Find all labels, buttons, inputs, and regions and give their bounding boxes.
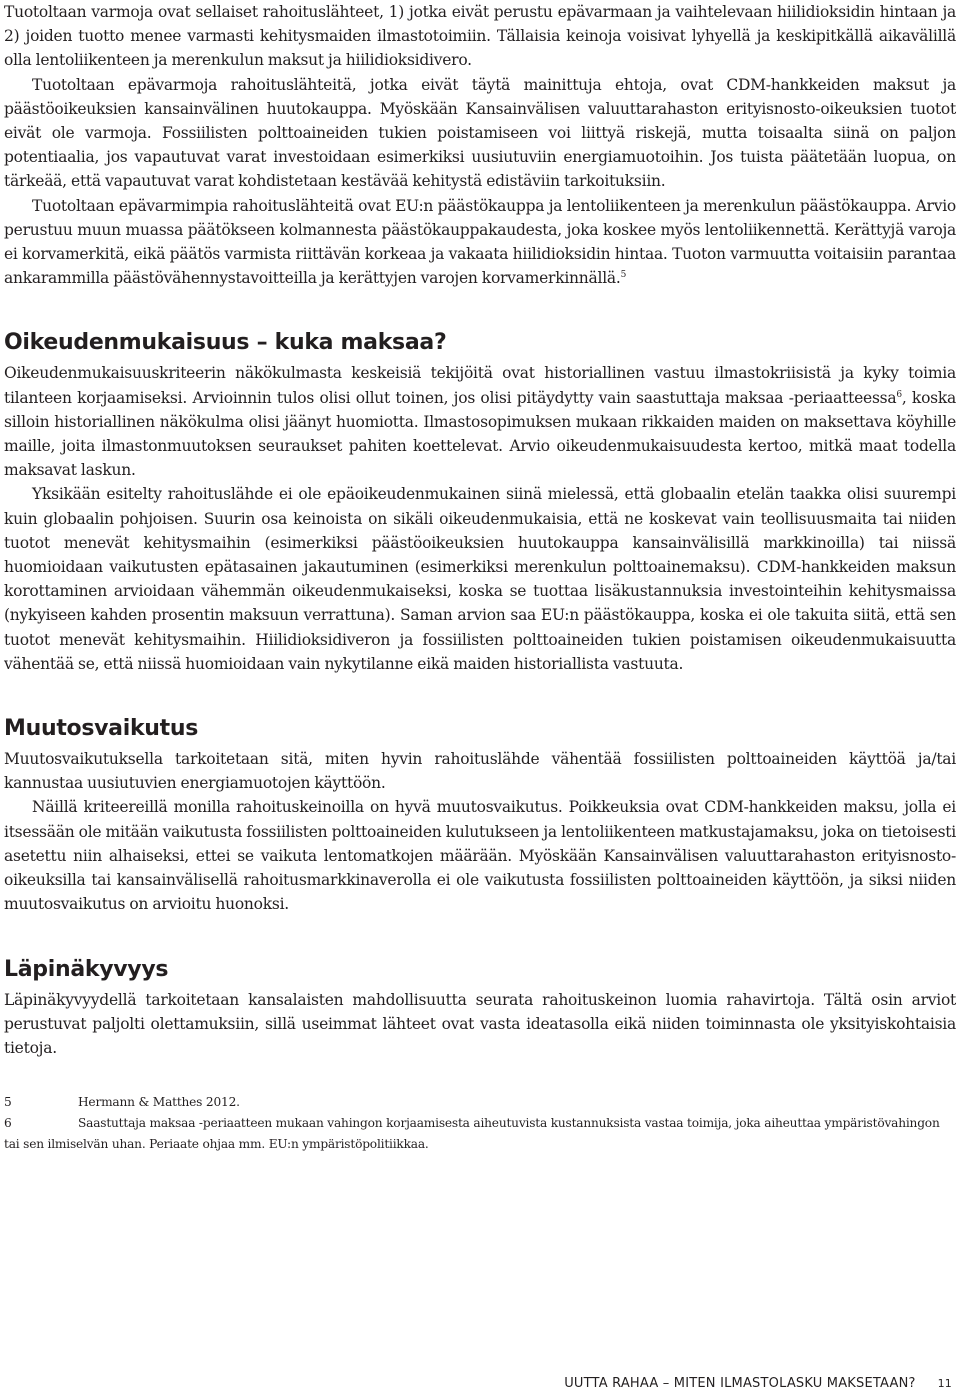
paragraph-most-uncertain-sources	[4, 194, 956, 291]
paragraph-impact-2: Näillä kriteereillä monilla rahoituskeinoilla on hyvä muutosvaikutus. Poikkeuksia ovat CDM-hankkeiden maksu, jolla ei itsessään ole mitään vaikutusta fossiilisten polttoaineiden kulutukseen ja lentoliikenteen matkustajamaksu, joka on tietoisesti asetettu niin alhaiseksi, ettei se vaikuta lentomatkojen määrään. Myöskään Kansainvälisen valuuttarahaston erityisnosto-oikeuksilla tai kansainvälisellä rahoitusmarkkinaverolla ei ole vaikutusta fossiilisten polttoaineiden käyttöön, ja siksi niiden muutosvaikutus on arvioitu huonoksi.	[4, 798, 956, 914]
paragraph-uncertain-sources: Tuotoltaan epävarmoja rahoituslähteitä, jotka eivät täytä mainittuja ehtoja, ovat CDM-hankkeiden maksut ja päästöoikeuksien kansainvälinen huutokauppa. Myöskään Kansainvälisen valuuttarahaston erityisnosto-oikeuksien tuotot eivät ole varmoja. Fossiilisten polttoaineiden tukien poistamiseen voi liittyä riskejä, mutta toisaalta siinä on paljon potentiaalia, jos vapautuvat varat investoidaan esimerkiksi uusiutuviin energiamuotoihin. Jos tuista päätetään luopua, on tärkeää, että vapautuvat varat kohdistetaan kestävää kehitystä edistäviin tarkoituksiin.	[4, 75, 956, 191]
footnote-text: Hermann & Matthes 2012.	[78, 1095, 240, 1110]
paragraph-fairness-2: Yksikään esitelty rahoituslähde ei ole epäoikeudenmukainen siinä mielessä, että globaalin etelän taakka olisi suurempi kuin globaalin pohjoisen. Suurin osa keinoista on sikäli oikeudenmukaisia, että ne koskevat vain teollisuusmaita tai niiden tuotot menevät kehitysmaihin (esimerkiksi päästöoikeuksien huutokauppa kansainvälisillä markkinoilla) tai niissä huomioidaan vaikutusten epätasainen jakautuminen (esimerkiksi merenkulun polttoainemaksu). CDM-hankkeiden maksun korottaminen arvioidaan vähemmän oikeudenmukaiseksi, koska se tuottaa lisäkustannuksia investointeihin kehitysmaissa (nykyiseen kahden prosentin maksuun verrattuna). Saman arvion saa EU:n päästökauppa, koska ei ole takuita siitä, että sen tuotot menevät kehitysmaihin. Hiilidioksidiveron ja fossiilisten polttoaineiden tukien poistamisen oikeudenmukaisuutta vähentää se, että niissä huomioidaan vain nykytilanne eikä maiden historiallista vastuuta.	[4, 485, 956, 673]
footnote-ref-6[interactable]: 6	[896, 389, 902, 400]
footnotes	[4, 1092, 956, 1155]
footnote-6	[4, 1113, 956, 1155]
paragraph-transparency-1: Läpinäkyvyydellä tarkoitetaan kansalaisten mahdollisuutta seurata rahoituskeinon luomia rahavirtoja. Tältä osin arviot perustuvat paljolti olettamuksiin, sillä useimmat lähteet ovat vasta ideatasolla eikä niiden toiminnasta ole yksityiskohtaisia tietoja.	[4, 990, 956, 1057]
footnote-5	[4, 1092, 956, 1113]
footnote-ref-5[interactable]: 5	[620, 270, 627, 281]
paragraph-impact-1: Muutosvaikutuksella tarkoitetaan sitä, miten hyvin rahoituslähde vähentää fossiilisten polttoaineiden käyttöä ja/tai kannustaa uusiutuvien energiamuotojen käyttöön.	[4, 750, 956, 793]
paragraph-text: Tuotoltaan epävarmimpia rahoituslähteitä ovat EU:n päästökauppa ja lentoliikenteen ja merenkulun päästökauppa. Arvio perustuu muun muassa päätökseen kolmannesta päästökauppakaudesta, joka koskee myös lentoliikennettä. Kerättyjä varoja ei korvamerkitä, eikä päätös varmista riittävän korkeaa ja vakaata hiilidioksidin hintaa. Tuoton varmuutta voitaisiin parantaa ankarammilla päästövähennystavoitteilla ja kerättyjen varojen korvamerkinnällä.	[4, 196, 956, 288]
paragraph-fairness-1	[4, 361, 956, 482]
section-heading-fairness: Oikeudenmukaisuus – kuka maksaa?	[4, 330, 447, 356]
footer-title: UUTTA RAHAA – MITEN ILMASTOLASKU MAKSETAAN?	[564, 1376, 916, 1391]
footnote-number: 6	[4, 1116, 12, 1131]
footnote-number: 5	[4, 1095, 12, 1110]
section-heading-transparency: Läpinäkyvyys	[4, 956, 169, 982]
paragraph-text: Oikeudenmukaisuuskriteerin näkökulmasta keskeisiä tekijöitä ovat historiallinen vastuu ilmastokriisistä ja kyky toimia tilanteen korjaamiseksi. Arvioinnin tulos olisi ollut toinen, jos olisi pitäydytty vain saastuttaja maksaa -periaatteessa	[4, 364, 956, 407]
page-number: 11	[937, 1377, 952, 1390]
paragraph-certain-sources: Tuotoltaan varmoja ovat sellaiset rahoituslähteet, 1) jotka eivät perustu epävarmaan ja vaihtelevaan hiilidioksidin hintaan ja 2) joiden tuotto menee varmasti kehitysmaiden ilmastotoimiin. Tällaisia keinoja voisivat lyhyellä ja keskipitkällä aikavälillä olla lentoliikenteen ja merenkulun maksut ja hiilidioksidivero.	[4, 3, 956, 70]
footnote-text: Saastuttaja maksaa -periaatteen mukaan vahingon korjaamisesta aiheutuvista kustannuksista vastaa toimija, joka aiheuttaa ympäristövahingon tai sen ilmiselvän uhan. Periaate ohjaa mm. EU:n ympäristöpolitiikkaa.	[4, 1116, 940, 1152]
paragraph-text: , koska silloin historiallinen näkökulma olisi jäänyt huomiotta. Ilmastosopimuksen mukaan rikkaiden maiden on maksettava köyhille maille, joita ilmastonmuutoksen seuraukset pahiten koettelevat. Arvio oikeudenmukaisuudesta kertoo, mitkä maat todella maksavat laskun.	[4, 388, 956, 480]
document-page	[4, 0, 956, 1155]
section-heading-impact: Muutosvaikutus	[4, 716, 199, 742]
page-footer	[564, 1376, 952, 1391]
